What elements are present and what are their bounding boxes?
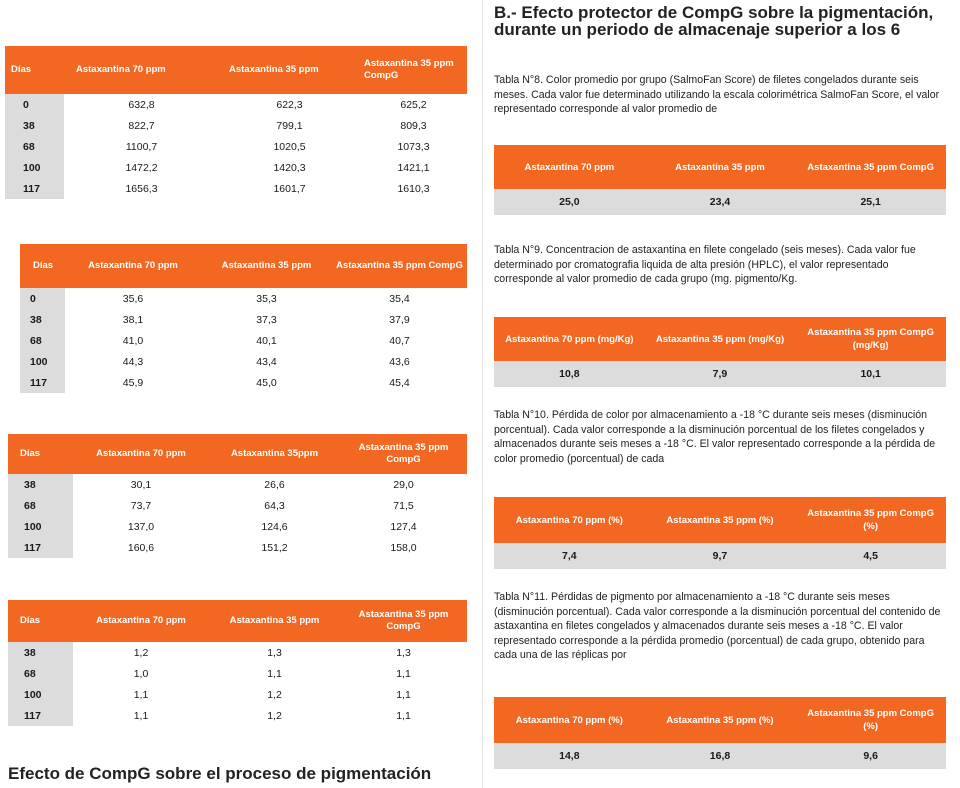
value-cell: 45,4 (332, 372, 467, 393)
value-cell: 43,6 (332, 351, 467, 372)
value-cell: 71,5 (340, 495, 467, 516)
right-heading-line-2: durante un periodo de almacenaje superior a los 6 (494, 20, 901, 39)
value-cell: 137,0 (73, 516, 209, 537)
left-section-heading: Efecto de CompG sobre el proceso de pigmentación (8, 764, 432, 783)
header-astax-35-compg: Astaxantina 35 ppm CompG (mg/Kg) (807, 327, 934, 351)
header-astax-70: Astaxantina 70 ppm (96, 615, 186, 626)
table-row (20, 351, 467, 372)
caption-tabla-11: Tabla N°11. Pérdidas de pigmento por almacenamiento a -18 °C durante seis meses (disminución porcentual). Cada valor corresponde a la disminución porcentual del contenido de astaxantina en filetes congelados y almacenados durante seis meses a -18 °C. El valor representado corresponde a la pérdida promedio (porcentual) de cada grupo, obtenido para cada una de las réplicas por (494, 591, 941, 662)
table-11 (494, 697, 946, 769)
day-cell: 0 (20, 288, 65, 309)
value-cell: 822,7 (64, 115, 219, 136)
value-cell: 37,9 (332, 309, 467, 330)
value-cell: 25,1 (795, 189, 946, 215)
right-section-heading (494, 4, 933, 38)
day-cell: 100 (8, 684, 73, 705)
value-cell: 625,2 (360, 94, 467, 115)
header-astax-35-compg: Astaxantina 35 ppm CompG (%) (807, 708, 934, 732)
day-cell: 117 (20, 372, 65, 393)
value-cell: 10,8 (494, 361, 645, 387)
header-dias: Días (32, 260, 54, 271)
value-cell: 9,7 (645, 543, 796, 569)
table-9 (494, 317, 946, 387)
header-dias: Días (20, 615, 41, 626)
header-astax-70: Astaxantina 70 ppm (88, 260, 178, 271)
header-astax-35: Astaxantina 35 ppm (221, 260, 312, 271)
value-cell: 1,3 (340, 642, 467, 663)
header-astax-70: Astaxantina 70 ppm (%) (515, 714, 623, 726)
right-heading-line-1: B.- Efecto protector de CompG sobre la pigmentación, (494, 3, 934, 22)
caption-tabla-8: Tabla N°8. Color promedio por grupo (SalmoFan Score) de filetes congelados durante seis meses. Cada valor fue determinado utilizando la escala colorimétrica SalmoFan Score, el valor representado corresponde al valor promedio de (494, 74, 940, 116)
table-row (8, 516, 467, 537)
table-row (8, 495, 467, 516)
header-astax-35: Astaxantina 35 ppm (mg/Kg) (655, 333, 785, 345)
value-cell: 1,1 (340, 663, 467, 684)
table-header-row (494, 145, 946, 189)
table-10 (494, 497, 946, 569)
value-cell: 1,2 (209, 705, 340, 726)
value-cell: 1100,7 (64, 136, 219, 157)
caption-tabla-10: Tabla N°10. Pérdida de color por almacenamiento a -18 °C durante seis meses (disminución porcentual). Cada valor corresponde a la disminución porcentual de los filetes congelados y almacenados durante seis meses a -18 °C. El valor representado corresponde a la pérdida de color promedio (porcentual) de cada (494, 409, 936, 465)
table-row (8, 537, 467, 558)
value-cell: 29,0 (340, 474, 467, 495)
value-cell: 44,3 (65, 351, 201, 372)
header-astax-35-compg: Astaxantina 35 ppm CompG (807, 161, 934, 173)
value-cell: 10,1 (795, 361, 946, 387)
table-header-row (8, 600, 467, 642)
value-cell: 1,2 (209, 684, 340, 705)
value-cell: 1610,3 (360, 178, 467, 199)
column-separator (482, 0, 483, 788)
value-cell: 124,6 (209, 516, 340, 537)
header-astax-70: Astaxantina 70 ppm (96, 448, 186, 459)
value-cell: 37,3 (201, 309, 332, 330)
caption-tabla-9: Tabla N°9. Concentracion de astaxantina en filete congelado (seis meses). Cada valor fue determinado por cromatografia liquida de alta presión (HPLC), el valor representado corresponde al valor promedio de cada grupo (mg. pigmento/Kg. (494, 244, 916, 286)
header-astax-35: Astaxantina 35 ppm (%) (666, 514, 774, 526)
table-header-row (494, 497, 946, 543)
header-astax-70: Astaxantina 70 ppm (mg/Kg) (505, 333, 634, 345)
value-cell: 40,1 (201, 330, 332, 351)
table-row (8, 642, 467, 663)
value-cell: 1020,5 (219, 136, 360, 157)
header-dias: Días (20, 448, 41, 459)
header-astax-35-compg: Astaxantina 35 ppm CompG (358, 442, 449, 465)
table-8 (494, 145, 946, 215)
value-cell: 1472,2 (64, 157, 219, 178)
value-cell: 158,0 (340, 537, 467, 558)
day-cell: 68 (5, 136, 64, 157)
value-cell: 73,7 (73, 495, 209, 516)
value-cell: 1,1 (73, 684, 209, 705)
value-cell: 1,1 (73, 705, 209, 726)
header-astax-35: Astaxantina 35ppm (230, 448, 319, 459)
header-astax-35: Astaxantina 35 ppm (675, 161, 765, 173)
day-cell: 38 (8, 642, 73, 663)
value-cell: 151,2 (209, 537, 340, 558)
table-header-row (494, 317, 946, 361)
pigment-table-4 (8, 600, 467, 726)
header-astax-35: Astaxantina 35 ppm (229, 64, 319, 75)
value-row (494, 743, 946, 769)
value-cell: 1421,1 (360, 157, 467, 178)
value-cell: 38,1 (65, 309, 201, 330)
pigment-table-1 (5, 46, 467, 199)
value-cell: 16,8 (645, 743, 796, 769)
value-cell: 40,7 (332, 330, 467, 351)
value-row (494, 361, 946, 387)
day-cell: 100 (20, 351, 65, 372)
value-cell: 1420,3 (219, 157, 360, 178)
pigment-table-3 (8, 434, 467, 558)
table-row (5, 94, 467, 115)
day-cell: 68 (20, 330, 65, 351)
table-row (8, 705, 467, 726)
table-row (8, 474, 467, 495)
value-cell: 9,6 (795, 743, 946, 769)
value-cell: 35,3 (201, 288, 332, 309)
value-row (494, 189, 946, 215)
value-cell: 1073,3 (360, 136, 467, 157)
table-row (5, 115, 467, 136)
value-cell: 1656,3 (64, 178, 219, 199)
value-cell: 45,9 (65, 372, 201, 393)
day-cell: 100 (5, 157, 64, 178)
table-header-row (8, 434, 467, 474)
day-cell: 38 (20, 309, 65, 330)
value-cell: 30,1 (73, 474, 209, 495)
value-cell: 1,1 (209, 663, 340, 684)
value-cell: 41,0 (65, 330, 201, 351)
header-astax-70: Astaxantina 70 ppm (524, 161, 615, 173)
value-cell: 25,0 (494, 189, 645, 215)
value-cell: 35,4 (332, 288, 467, 309)
value-cell: 1,2 (73, 642, 209, 663)
day-cell: 38 (5, 115, 64, 136)
value-cell: 35,6 (65, 288, 201, 309)
value-cell: 43,4 (201, 351, 332, 372)
value-row (494, 543, 946, 569)
value-cell: 1601,7 (219, 178, 360, 199)
header-astax-70: Astaxantina 70 ppm (%) (515, 514, 623, 526)
header-astax-35-compg: Astaxantina 35 ppm CompG (364, 58, 454, 81)
table-row (5, 136, 467, 157)
day-cell: 68 (8, 495, 73, 516)
table-row (20, 330, 467, 351)
header-dias: Días (11, 64, 32, 75)
value-cell: 799,1 (219, 115, 360, 136)
table-row (20, 372, 467, 393)
value-cell: 64,3 (209, 495, 340, 516)
value-cell: 809,3 (360, 115, 467, 136)
header-astax-35: Astaxantina 35 ppm (%) (666, 714, 774, 726)
value-cell: 23,4 (645, 189, 796, 215)
value-cell: 26,6 (209, 474, 340, 495)
day-cell: 0 (5, 94, 64, 115)
value-cell: 7,4 (494, 543, 645, 569)
day-cell: 117 (5, 178, 64, 199)
value-cell: 1,0 (73, 663, 209, 684)
day-cell: 100 (8, 516, 73, 537)
header-astax-35: Astaxantina 35 ppm (229, 615, 320, 626)
pigment-table-2 (20, 244, 467, 393)
value-cell: 1,1 (340, 684, 467, 705)
value-cell: 45,0 (201, 372, 332, 393)
day-cell: 117 (8, 705, 73, 726)
value-cell: 1,3 (209, 642, 340, 663)
day-cell: 68 (8, 663, 73, 684)
value-cell: 622,3 (219, 94, 360, 115)
value-cell: 14,8 (494, 743, 645, 769)
table-row (20, 309, 467, 330)
value-cell: 160,6 (73, 537, 209, 558)
value-cell: 127,4 (340, 516, 467, 537)
table-header-row (20, 244, 467, 288)
header-astax-35-compg: Astaxantina 35 ppm CompG (%) (807, 508, 934, 532)
table-row (5, 157, 467, 178)
day-cell: 117 (8, 537, 73, 558)
day-cell: 38 (8, 474, 73, 495)
value-cell: 632,8 (64, 94, 219, 115)
table-row (8, 663, 467, 684)
header-astax-70: Astaxantina 70 ppm (76, 64, 166, 75)
table-header-row (5, 46, 467, 94)
value-cell: 7,9 (645, 361, 796, 387)
table-row (8, 684, 467, 705)
table-row (20, 288, 467, 309)
table-header-row (494, 697, 946, 743)
value-cell: 4,5 (795, 543, 946, 569)
header-astax-35-compg: Astaxantina 35 ppm CompG (358, 609, 449, 632)
header-astax-35-compg: Astaxantina 35 ppm CompG (336, 260, 463, 271)
value-cell: 1,1 (340, 705, 467, 726)
table-row (5, 178, 467, 199)
